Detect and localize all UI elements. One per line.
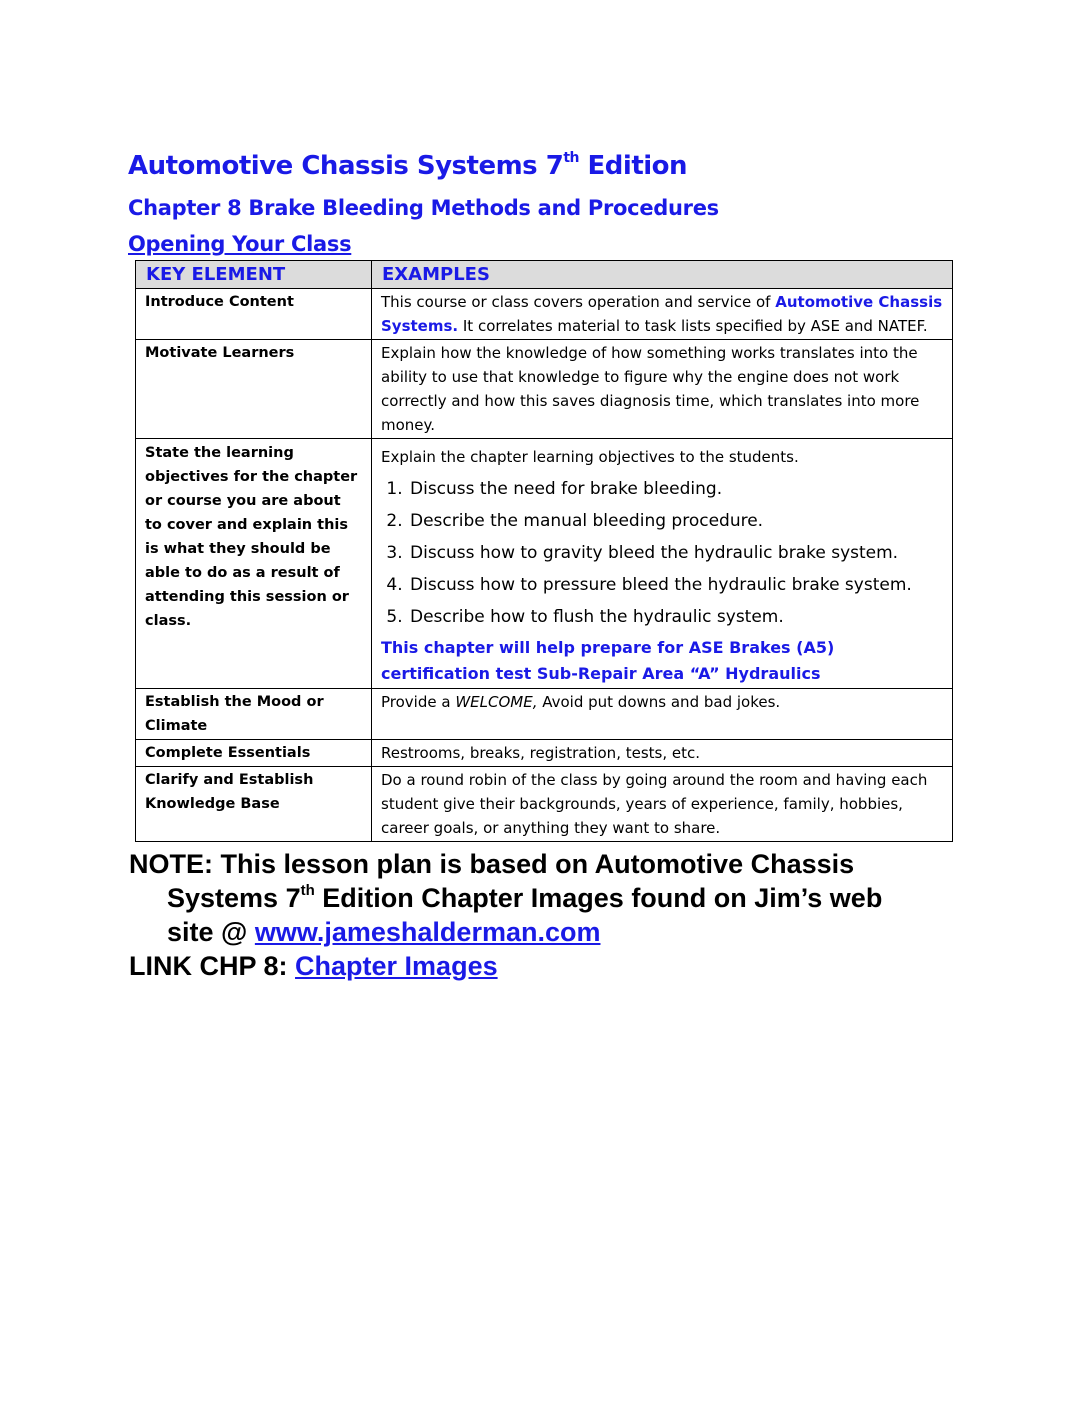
welcome-text: WELCOME, <box>455 693 538 711</box>
objective-item: 4. Discuss how to pressure bleed the hydraulic brake system. <box>408 569 943 601</box>
header-examples: EXAMPLES <box>372 261 953 289</box>
ase-note: This chapter will help prepare for ASE Brakes (A5) certification test Sub-Repair Area “A” Hydraulics <box>381 638 835 683</box>
highlight-text: Automotive Chassis Systems. <box>381 293 943 335</box>
note-line-1: NOTE: This lesson plan is based on Automotive Chassis <box>129 849 855 879</box>
row-example <box>372 439 953 689</box>
row-example: Provide a WELCOME, Avoid put downs and bad jokes. <box>372 689 953 740</box>
header-key-element: KEY ELEMENT <box>136 261 372 289</box>
row-example: Restrooms, breaks, registration, tests, etc. <box>372 740 953 767</box>
row-key: State the learning objectives for the chapter or course you are about to cover and explain this is what they should be able to do as a result of attending this session or class. <box>136 439 372 689</box>
title-tail: Edition <box>578 151 688 181</box>
note-line-3: site @ www.jameshalderman.com <box>167 917 601 947</box>
objectives-intro: Explain the chapter learning objectives to the students. <box>381 448 799 466</box>
table-header-row <box>136 261 953 289</box>
objective-item: 5. Describe how to flush the hydraulic system. <box>408 601 943 633</box>
table-row <box>136 340 953 439</box>
objective-item: 3. Discuss how to gravity bleed the hydraulic brake system. <box>408 537 943 569</box>
lesson-note <box>129 847 959 983</box>
row-key: Complete Essentials <box>136 740 372 767</box>
chapter-title: Chapter 8 Brake Bleeding Methods and Procedures <box>128 196 719 220</box>
row-key: Introduce Content <box>136 289 372 340</box>
table-row <box>136 289 953 340</box>
title-superscript: th <box>563 150 579 166</box>
row-example: Explain how the knowledge of how something works translates into the ability to use that knowledge to figure why the engine does not work correctly and how this saves diagnosis time, which translates into more money. <box>372 340 953 439</box>
table-row <box>136 689 953 740</box>
title-text: Automotive Chassis Systems 7 <box>128 151 564 181</box>
section-title: Opening Your Class <box>128 232 352 256</box>
chapter-link-line: LINK CHP 8: Chapter Images <box>129 951 498 981</box>
note-line-2: Systems 7th Edition Chapter Images found on Jim’s web <box>167 882 883 913</box>
table-row <box>136 767 953 842</box>
table-row <box>136 439 953 689</box>
row-example: Do a round robin of the class by going around the room and having each student give their backgrounds, years of experience, family, hobbies, career goals, or anything they want to share. <box>372 767 953 842</box>
objective-item: 1. Discuss the need for brake bleeding. <box>408 473 943 505</box>
row-example: This course or class covers operation and service of Automotive Chassis Systems. It correlates material to task lists specified by ASE and NATEF. <box>372 289 953 340</box>
table-row <box>136 740 953 767</box>
chapter-images-link[interactable]: Chapter Images <box>295 951 498 981</box>
row-key: Establish the Mood or Climate <box>136 689 372 740</box>
document-title <box>128 150 687 181</box>
objectives-list <box>381 473 943 633</box>
website-link[interactable]: www.jameshalderman.com <box>254 917 601 947</box>
objective-item: 2. Describe the manual bleeding procedure. <box>408 505 943 537</box>
lesson-table <box>135 260 953 842</box>
row-key: Clarify and Establish Knowledge Base <box>136 767 372 842</box>
row-key: Motivate Learners <box>136 340 372 439</box>
